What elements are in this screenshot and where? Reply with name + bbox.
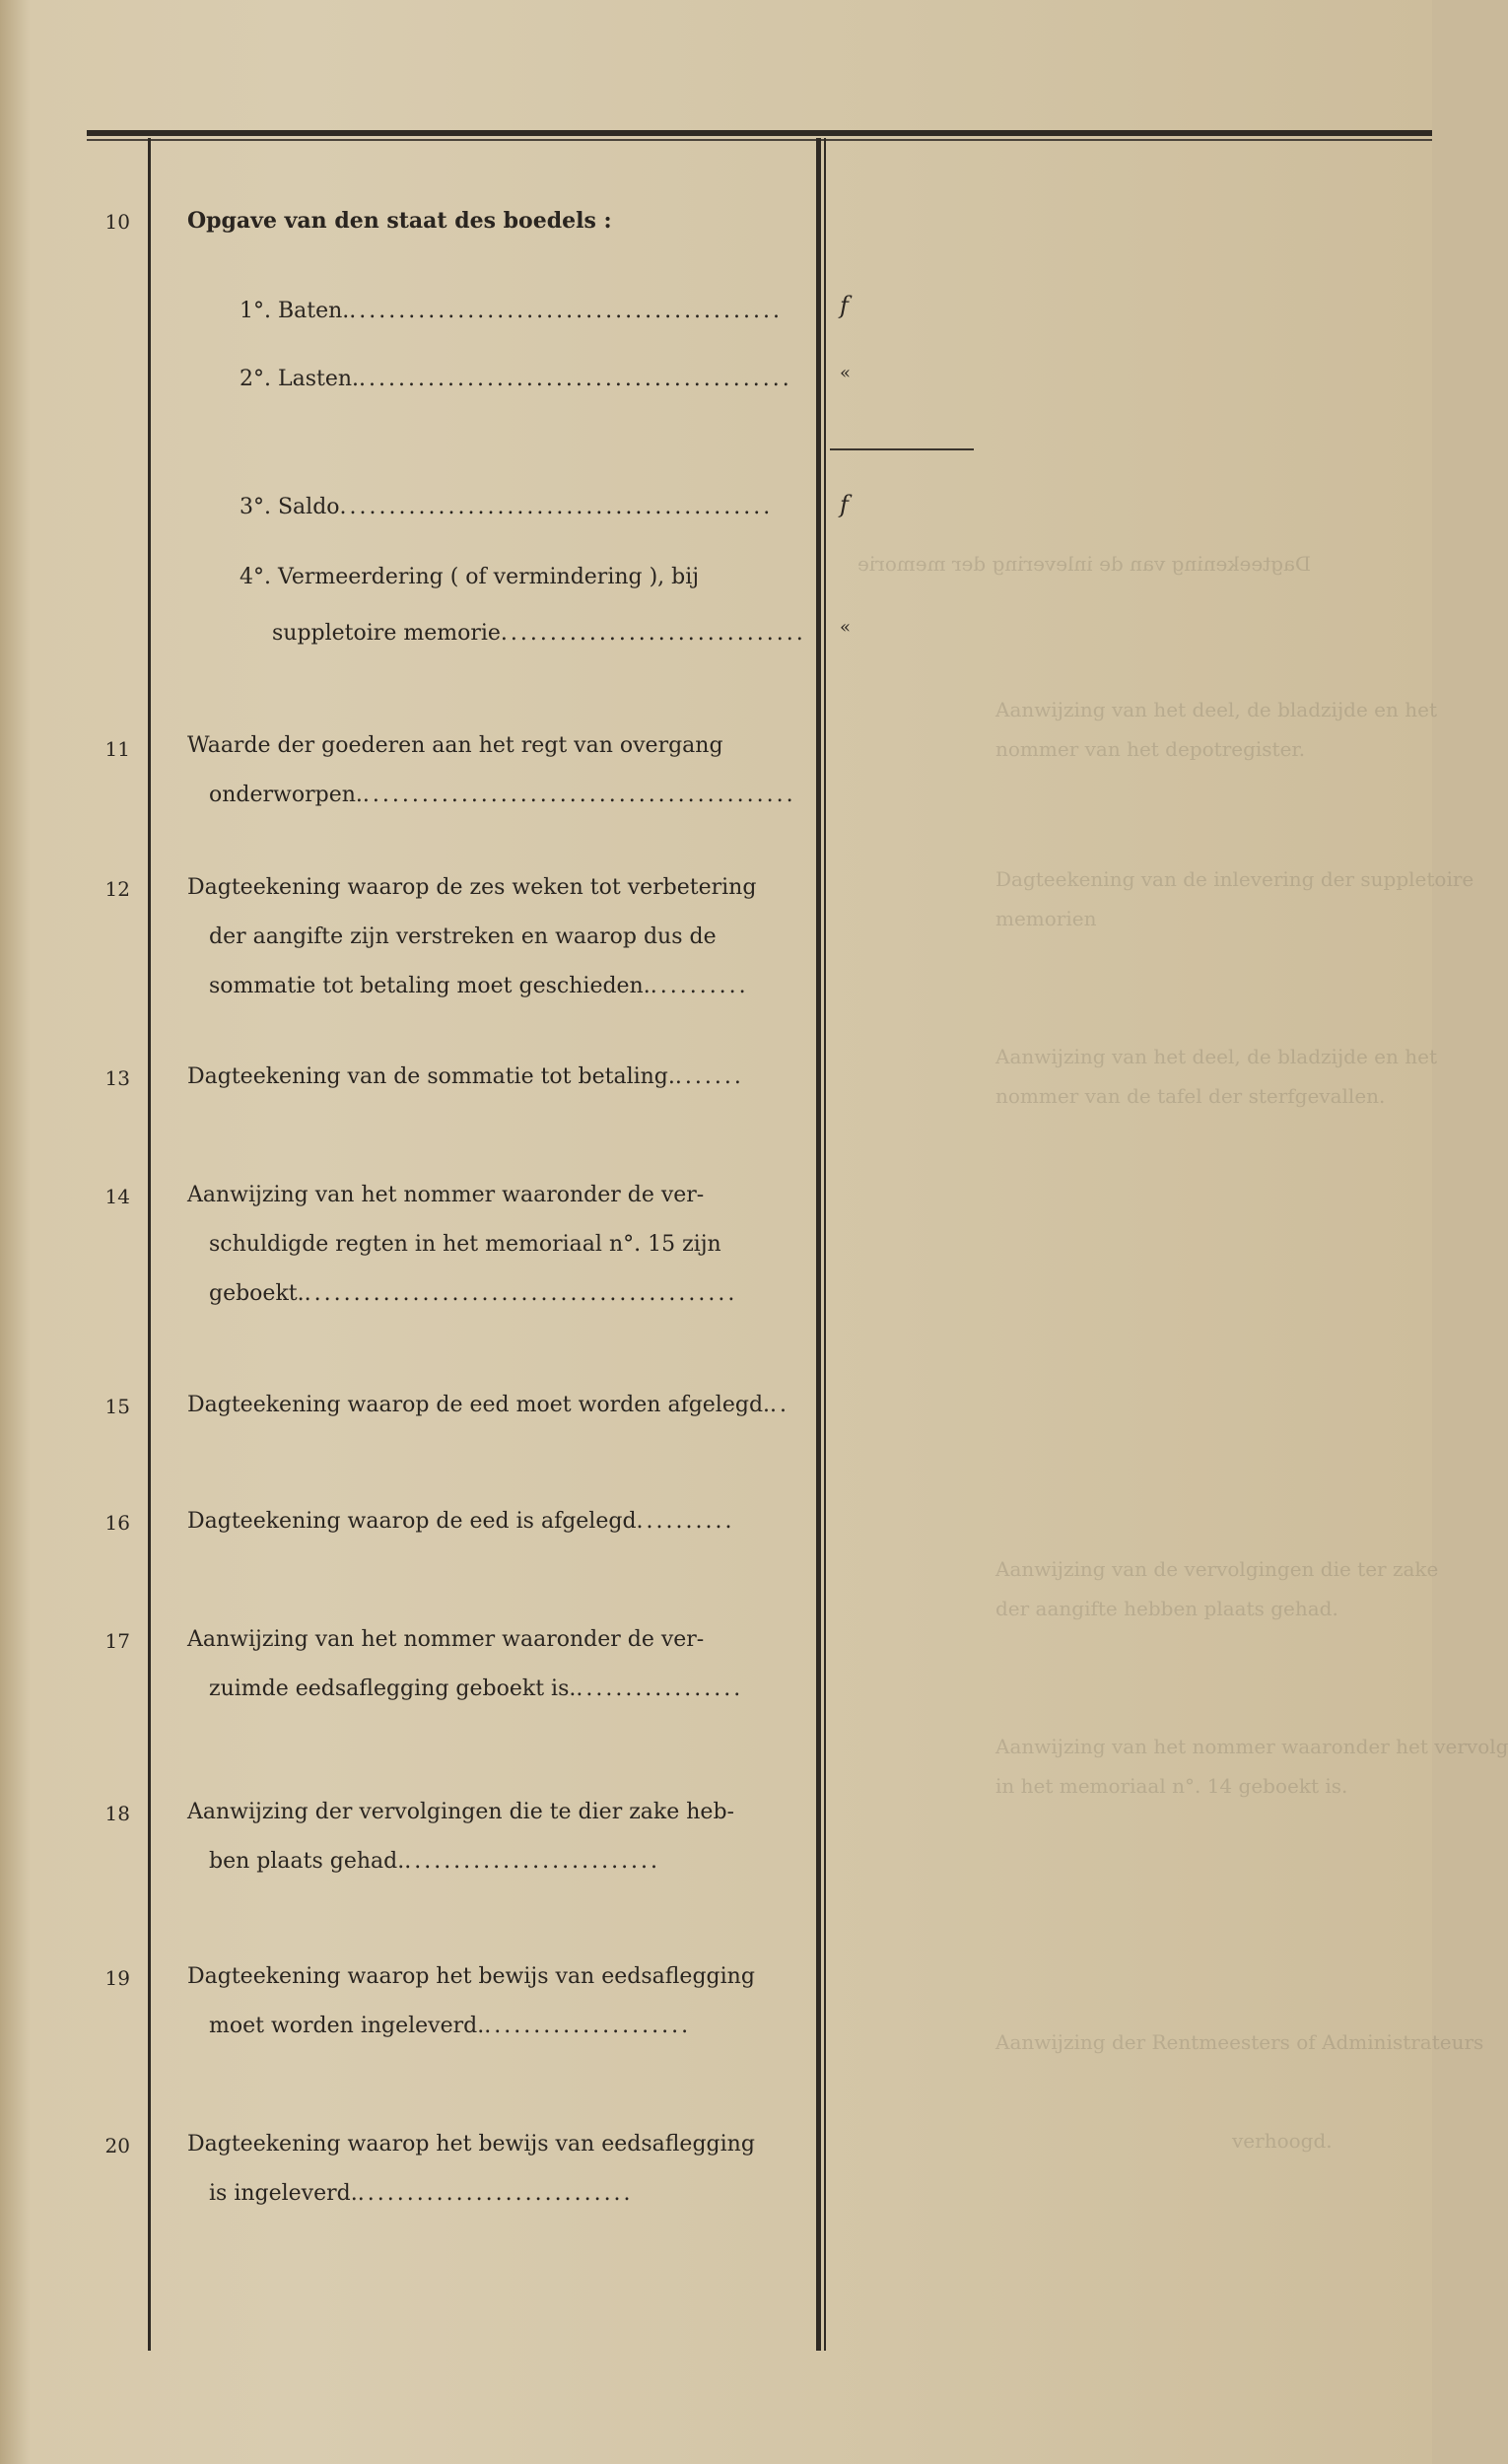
bleed-text: Dagteekening van de inlevering der suppletoire [995, 867, 1474, 891]
row-text: Dagteekening waarop de zes weken tot verbetering [187, 875, 757, 900]
row-number: 19 [104, 1966, 130, 1990]
row-number: 14 [104, 1185, 130, 1208]
row-text-cont: moet worden ingeleverd...................... [209, 2014, 692, 2038]
row-number: 20 [104, 2134, 130, 2157]
sub-item-lasten: 2°. Lasten............................................. [240, 367, 792, 391]
row-text-cont: schuldigde regten in het memoriaal n°. 15 zijn [209, 1232, 721, 1257]
row-text: Dagteekening waarop de eed is afgelegd.......... [187, 1509, 735, 1534]
bleed-text: Dagteekening van de inlevering der memorie [857, 552, 1311, 576]
row-text-cont: der aangifte zijn verstreken en waarop dus de [209, 924, 717, 949]
row-text: Dagteekening waarop het bewijs van eedsaflegging [187, 2132, 755, 2156]
row-number: 11 [104, 737, 130, 761]
bleed-text: der aangifte hebben plaats gehad. [995, 1597, 1338, 1620]
row-number: 13 [104, 1066, 130, 1090]
column-divider-right-thin [824, 138, 826, 2351]
column-divider-left [148, 138, 151, 2351]
sum-rule [830, 448, 974, 450]
row-number: 18 [104, 1802, 130, 1825]
row-text: Aanwijzing van het nommer waaronder de ver- [187, 1627, 705, 1652]
row-number: 12 [104, 877, 130, 901]
row-text-cont: onderworpen............................................. [209, 783, 796, 807]
table-top-rule [87, 130, 1432, 136]
table-top-rule-thin [87, 139, 1432, 141]
currency-florin: f [840, 491, 849, 518]
row-number: 16 [104, 1511, 130, 1535]
bleed-text: Aanwijzing van de vervolgingen die ter zake [995, 1557, 1439, 1581]
bleed-text: nommer van de tafel der sterfgevallen. [995, 1084, 1386, 1108]
ditto-mark: « [840, 363, 852, 383]
bleed-text: nommer van het depotregister. [995, 737, 1306, 761]
bleed-text: verhoogd. [1232, 2129, 1333, 2153]
row-text: Aanwijzing van het nommer waaronder de ver- [187, 1183, 705, 1207]
row-text: Dagteekening waarop de eed moet worden afgelegd... [187, 1393, 790, 1417]
row-text-cont: ben plaats gehad........................... [209, 1849, 661, 1874]
row-text: Dagteekening waarop het bewijs van eedsaflegging [187, 1964, 755, 1989]
row-text-cont: geboekt............................................. [209, 1281, 738, 1306]
sub-item-baten: 1°. Baten............................................. [240, 299, 783, 323]
row-text: Waarde der goederen aan het regt van overgang [187, 733, 723, 758]
row-number: 15 [104, 1395, 130, 1418]
column-divider-right [816, 138, 821, 2351]
row-text-cont: sommatie tot betaling moet geschieden........... [209, 974, 749, 998]
bleed-text: Aanwijzing van het nommer waaronder het vervolg [995, 1735, 1508, 1758]
row-text: Aanwijzing der vervolgingen die te dier zake heb- [187, 1800, 734, 1824]
row-number: 10 [104, 210, 130, 234]
ditto-mark: « [840, 617, 852, 638]
row-text-cont: is ingeleverd............................. [209, 2181, 634, 2206]
sub-item-saldo: 3°. Saldo............................................ [240, 495, 774, 519]
bleed-text: Aanwijzing van het deel, de bladzijde en het [995, 698, 1437, 721]
bleed-text: memorien [995, 907, 1097, 930]
bleed-text: Aanwijzing van het deel, de bladzijde en het [995, 1045, 1437, 1068]
row-text: Dagteekening van de sommatie tot betaling........ [187, 1064, 744, 1089]
sub-item-vermeerdering: 4°. Vermeerdering ( of vermindering ), bij [240, 565, 700, 589]
sub-item-vermeerdering-cont: suppletoire memorie............................... [272, 621, 806, 646]
row-text-cont: zuimde eedsaflegging geboekt is.................. [209, 1677, 744, 1701]
currency-florin: f [840, 292, 849, 319]
bleed-text: Aanwijzing der Rentmeesters of Administrateurs [995, 2030, 1484, 2054]
row-number: 17 [104, 1629, 130, 1653]
row-text: Opgave van den staat des boedels : [187, 208, 612, 234]
bleed-text: in het memoriaal n°. 14 geboekt is. [995, 1774, 1348, 1798]
